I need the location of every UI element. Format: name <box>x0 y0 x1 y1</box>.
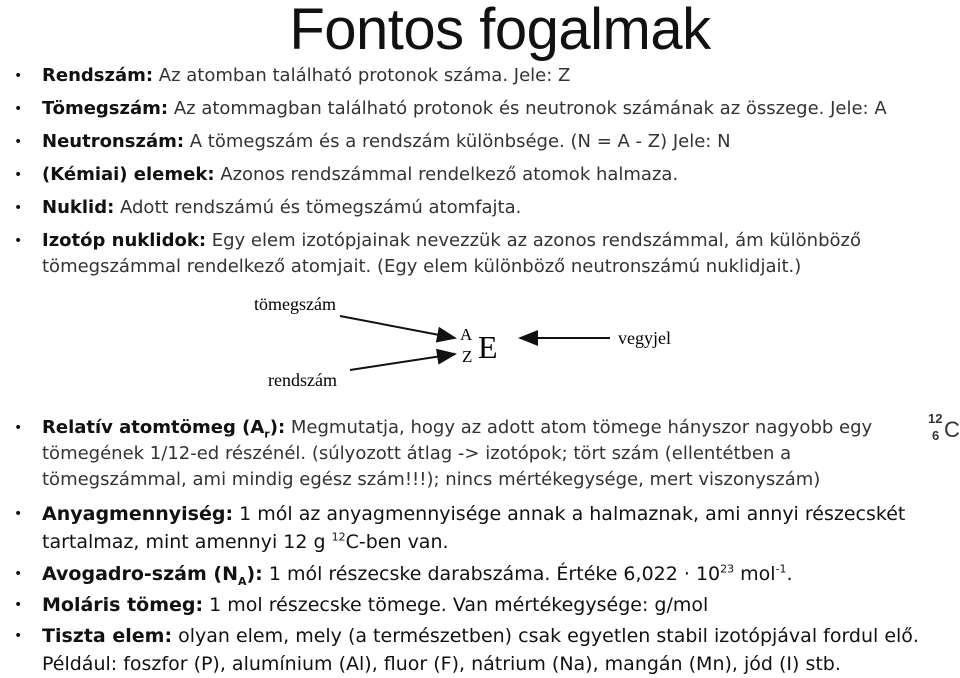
bullet-icon: • <box>14 134 23 150</box>
atomic-number-label: rendszám <box>268 370 337 390</box>
svg-text:6: 6 <box>932 428 940 443</box>
bullet-icon: • <box>14 200 23 216</box>
atomic-arrow <box>350 354 455 370</box>
symbol-label: vegyjel <box>618 328 671 348</box>
svg-text:C: C <box>944 417 960 442</box>
nuclide-notation-diagram <box>250 290 690 390</box>
svg-text:12: 12 <box>928 411 943 426</box>
mass-symbol-sup: A <box>460 325 473 344</box>
bullet-icon: • <box>14 420 23 436</box>
bullet-icon: • <box>14 506 23 522</box>
bullet-icon: • <box>14 167 23 183</box>
bullet-icon: • <box>14 628 23 644</box>
bullet-icon: • <box>14 597 23 613</box>
bullet-icon: • <box>14 566 23 582</box>
mass-number-label: tömegszám <box>254 294 336 314</box>
carbon-12-notation <box>928 410 960 444</box>
element-symbol: E <box>478 329 498 365</box>
bullet-icon: • <box>14 101 23 117</box>
mass-arrow <box>340 316 455 338</box>
page-title: Fontos fogalmak <box>289 0 711 62</box>
bullet-icon: • <box>14 233 23 249</box>
atomic-symbol-sub: Z <box>462 347 473 366</box>
bullet-icon: • <box>14 68 23 84</box>
